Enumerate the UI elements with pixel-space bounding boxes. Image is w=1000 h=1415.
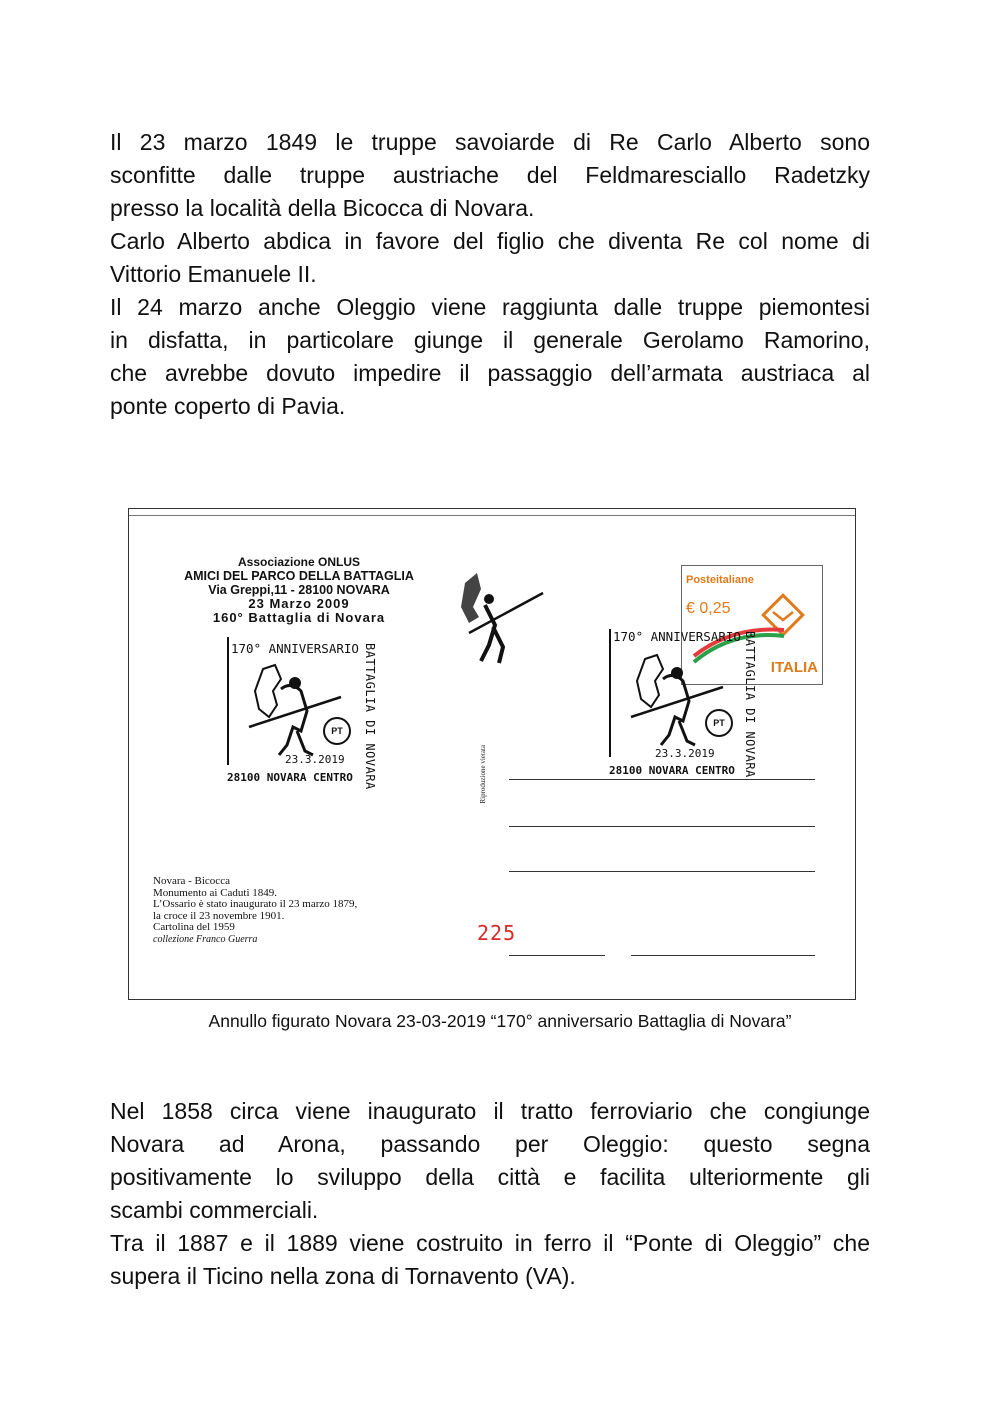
stamp-country: ITALIA — [770, 659, 818, 676]
sender-block — [169, 555, 429, 625]
soldier-illustration — [455, 567, 545, 667]
postcard-caption — [153, 876, 357, 945]
stamp-brand: Posteitaliane — [686, 574, 754, 586]
text-line: Il 23 marzo 1849 le truppe savoiarde di Re Carlo Alberto sono — [110, 129, 870, 155]
address-line — [509, 779, 815, 780]
caption-line: Monumento ai Caduti 1849. — [153, 886, 278, 899]
sender-line: AMICI DEL PARCO DELLA BATTAGLIA — [184, 569, 414, 583]
reproduction-note: Riproduzione vietata — [479, 745, 487, 804]
serial-number: 225 — [477, 921, 517, 945]
postcard-top-rule — [129, 515, 855, 516]
caption-line: Novara - Bicocca — [153, 875, 230, 887]
soldier-figure — [241, 661, 345, 759]
collection-credit: collezione Franco Guerra — [153, 933, 258, 945]
address-line — [509, 871, 815, 872]
cancel-date: 23.3.2019 — [655, 747, 715, 760]
cancel-vertical-text: BATTAGLIA DI NOVARA — [363, 643, 377, 790]
text-line: in disfatta, in particolare giunge il generale Gerolamo Ramorino, — [110, 327, 870, 353]
text-line: Il 24 marzo anche Oleggio viene raggiunta dalle truppe piemontesi — [110, 294, 870, 320]
caption-line: Cartolina del 1959 — [153, 921, 235, 933]
caption-line: la croce il 23 novembre 1901. — [153, 909, 285, 922]
stamp-value: € 0,25 — [686, 600, 731, 617]
sender-line: Via Greppi,11 - 28100 NOVARA — [208, 583, 390, 597]
intro-paragraph — [110, 126, 870, 423]
text-line: sconfitte dalle truppe austriache del Feldmaresciallo Radetzky — [110, 162, 870, 188]
caption-line: L’Ossario è stato inaugurato il 23 marzo 1879, — [153, 898, 358, 910]
sender-line: Associazione ONLUS — [237, 555, 361, 569]
sender-line: 23 Marzo 2009 — [248, 596, 350, 611]
text-line: ponte coperto di Pavia. — [110, 393, 346, 419]
address-line — [509, 826, 815, 827]
cancel-vertical-text: BATTAGLIA DI NOVARA — [743, 631, 757, 778]
address-line — [509, 955, 605, 956]
text-line: Novara ad Arona, passando per Oleggio: questo segna — [110, 1131, 870, 1157]
text-line: scambi commerciali. — [110, 1197, 319, 1223]
cancel-date: 23.3.2019 — [285, 753, 345, 766]
pt-logo: PT — [323, 717, 351, 745]
text-line: positivamente lo sviluppo della città e facilita ulteriormente gli — [110, 1164, 870, 1190]
figure-caption: Annullo figurato Novara 23-03-2019 “170° anniversario Battaglia di Novara” — [208, 1011, 792, 1031]
cancel-border — [609, 629, 611, 757]
sender-line: 160° Battaglia di Novara — [212, 610, 386, 625]
cancel-border — [227, 637, 229, 765]
text-line: che avrebbe dovuto impedire il passaggio dell’armata austriaca al — [110, 360, 870, 386]
text-line: supera il Ticino nella zona di Tornavento (VA). — [110, 1263, 576, 1289]
text-line: Carlo Alberto abdica in favore del figlio che diventa Re col nome di — [110, 228, 870, 254]
text-line: Tra il 1887 e il 1889 viene costruito in ferro il “Ponte di Oleggio” che — [110, 1230, 870, 1256]
cancellation-left — [223, 631, 383, 790]
pt-logo: PT — [705, 709, 733, 737]
cancel-place: 28100 NOVARA CENTRO — [609, 764, 735, 777]
cancel-place: 28100 NOVARA CENTRO — [227, 771, 353, 784]
text-line: presso la località della Bicocca di Novara. — [110, 195, 535, 221]
cancel-title: 170° ANNIVERSARIO — [613, 629, 741, 644]
cancel-title: 170° ANNIVERSARIO — [231, 641, 359, 656]
railway-paragraph — [110, 1095, 870, 1293]
text-line: Vittorio Emanuele II. — [110, 261, 317, 287]
cancellation-right — [605, 623, 765, 778]
text-line: Nel 1858 circa viene inaugurato il tratto ferroviario che congiunge — [110, 1098, 870, 1124]
postcard-image — [128, 508, 856, 1000]
address-line — [631, 955, 815, 956]
